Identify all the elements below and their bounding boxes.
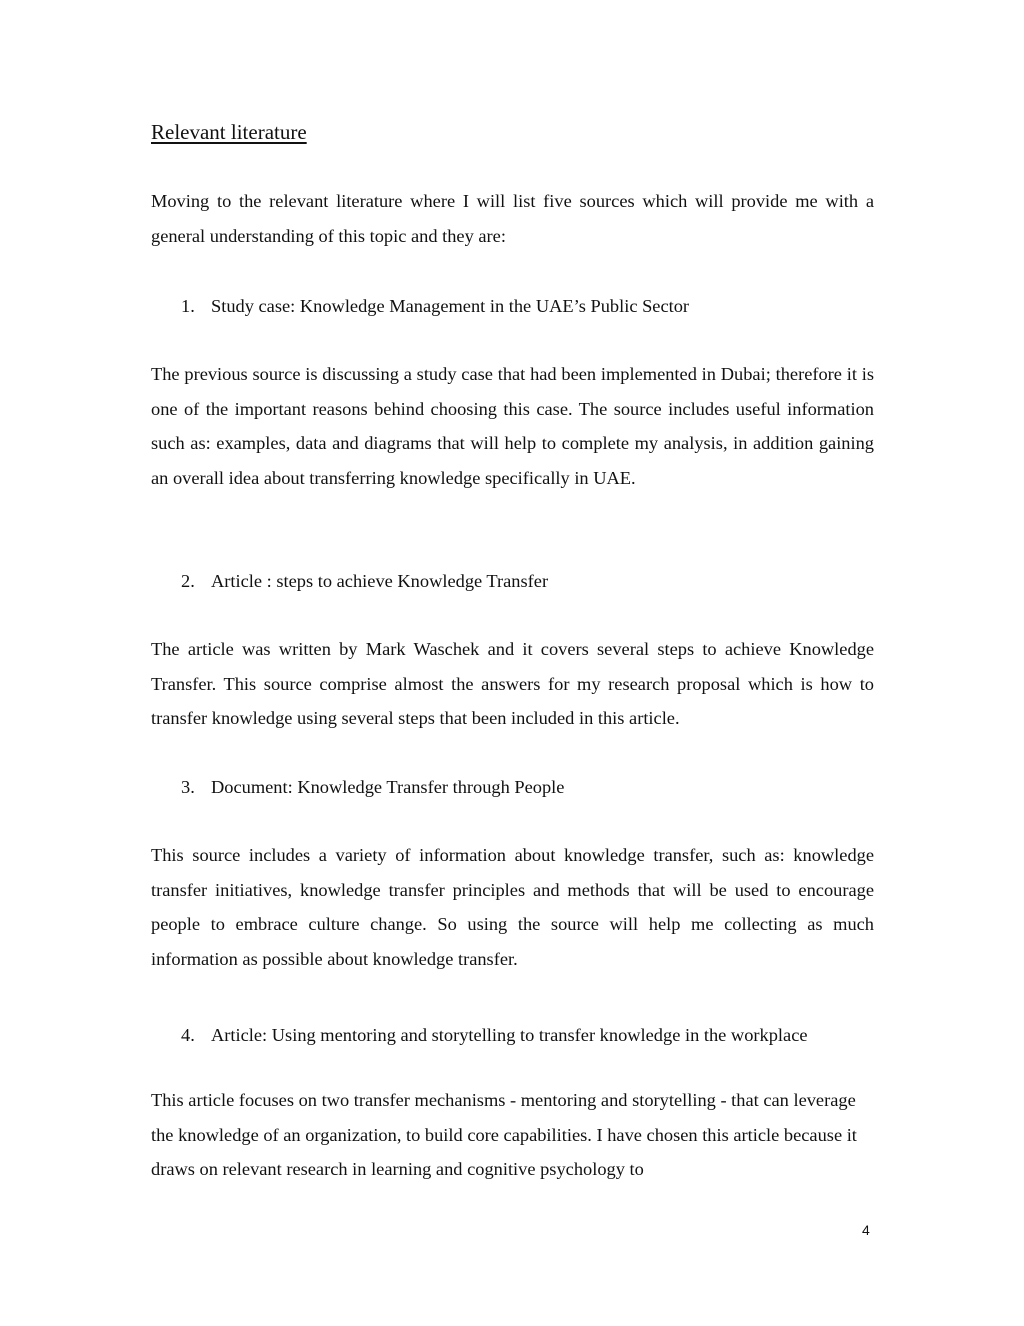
source-1-description: The previous source is discussing a study case that had been implemented in Dubai; therefore it is one of the important reasons behind choosing this case. The source includes useful information such as: examples, data and diagrams that will help to complete my analysis, in addition gaining an overall idea about transferring knowledge specifically in UAE.	[151, 364, 874, 488]
source-title: Document: Knowledge Transfer through People	[211, 777, 565, 797]
page-number: 4	[862, 1222, 870, 1238]
list-number: 2.	[181, 571, 195, 591]
source-item-1-title	[181, 296, 689, 317]
source-item-3-title	[181, 777, 564, 798]
source-title: Study case: Knowledge Management in the UAE’s Public Sector	[211, 296, 690, 316]
list-number: 4.	[181, 1025, 195, 1045]
list-number: 1.	[181, 296, 195, 316]
source-4-description: This article focuses on two transfer mechanisms - mentoring and storytelling - that can leverage the knowledge of an organization, to build core capabilities. I have chosen this article because it draws on relevant research in learning and cognitive psychology to	[151, 1090, 857, 1179]
intro-paragraph: Moving to the relevant literature where I will list five sources which will provide me with a general understanding of this topic and they are:	[151, 191, 874, 246]
source-item-2-title	[181, 571, 548, 592]
source-title: Article: Using mentoring and storytelling to transfer knowledge in the workplace	[211, 1025, 808, 1045]
source-2-description: The article was written by Mark Waschek and it covers several steps to achieve Knowledge Transfer. This source comprise almost the answers for my research proposal which is how to transfer knowledge using several steps that been included in this article.	[151, 639, 874, 728]
source-item-4-title	[181, 1025, 808, 1046]
list-number: 3.	[181, 777, 195, 797]
source-3-description: This source includes a variety of information about knowledge transfer, such as: knowledge transfer initiatives, knowledge transfer principles and methods that will be used to encourage people to embrace culture change. So using the source will help me collecting as much information as possible about knowledge transfer.	[151, 845, 874, 969]
section-heading: Relevant literature	[151, 120, 307, 144]
source-title: Article : steps to achieve Knowledge Transfer	[211, 571, 549, 591]
